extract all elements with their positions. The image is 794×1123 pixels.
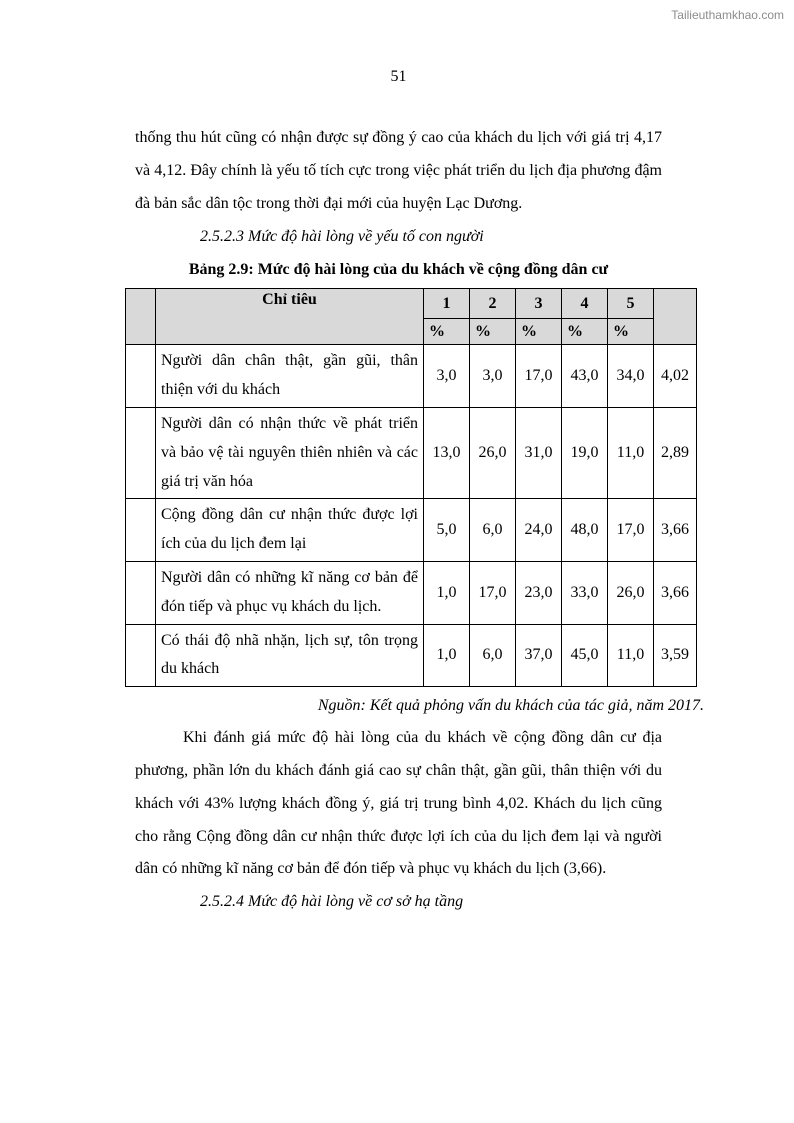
row-value: 34,0 bbox=[608, 345, 654, 408]
row-mean: 3,59 bbox=[654, 624, 697, 687]
header-mean-cell bbox=[654, 289, 697, 345]
row-value: 45,0 bbox=[562, 624, 608, 687]
table-row bbox=[126, 624, 697, 687]
row-index-cell bbox=[126, 624, 156, 687]
row-mean: 4,02 bbox=[654, 345, 697, 408]
row-value: 1,0 bbox=[424, 561, 470, 624]
header-percent-5: % bbox=[608, 319, 654, 345]
section-heading-2-5-2-4: 2.5.2.4 Mức độ hài lòng về cơ sở hạ tầng bbox=[200, 893, 464, 911]
header-index-cell bbox=[126, 289, 156, 345]
row-value: 1,0 bbox=[424, 624, 470, 687]
header-percent-2: % bbox=[470, 319, 516, 345]
row-value: 11,0 bbox=[608, 624, 654, 687]
table-title: Bảng 2.9: Mức độ hài lòng của du khách về cộng đồng dân cư bbox=[188, 260, 609, 278]
row-value: 17,0 bbox=[608, 499, 654, 562]
row-mean: 2,89 bbox=[654, 407, 697, 498]
table-row bbox=[126, 345, 697, 408]
row-value: 11,0 bbox=[608, 407, 654, 498]
row-value: 33,0 bbox=[562, 561, 608, 624]
row-value: 6,0 bbox=[470, 499, 516, 562]
row-index-cell bbox=[126, 345, 156, 408]
row-label: Người dân có nhận thức về phát triển và bảo vệ tài nguyên thiên nhiên và các giá trị văn hóa bbox=[156, 407, 424, 498]
table-row bbox=[126, 407, 697, 498]
row-index-cell bbox=[126, 561, 156, 624]
row-value: 17,0 bbox=[470, 561, 516, 624]
table-header bbox=[126, 289, 697, 345]
row-index-cell bbox=[126, 499, 156, 562]
row-mean: 3,66 bbox=[654, 499, 697, 562]
row-mean: 3,66 bbox=[654, 561, 697, 624]
header-criteria-cell: Chỉ tiêu bbox=[156, 289, 424, 345]
satisfaction-table bbox=[125, 288, 697, 687]
header-scale-5: 5 bbox=[608, 289, 654, 319]
row-value: 3,0 bbox=[424, 345, 470, 408]
header-scale-2: 2 bbox=[470, 289, 516, 319]
row-value: 26,0 bbox=[608, 561, 654, 624]
header-scale-1: 1 bbox=[424, 289, 470, 319]
row-value: 13,0 bbox=[424, 407, 470, 498]
row-label: Cộng đồng dân cư nhận thức được lợi ích của du lịch đem lại bbox=[156, 499, 424, 562]
row-label: Người dân có những kĩ năng cơ bản để đón tiếp và phục vụ khách du lịch. bbox=[156, 561, 424, 624]
row-value: 23,0 bbox=[516, 561, 562, 624]
paragraph-2: Khi đánh giá mức độ hài lòng của du khách về cộng đồng dân cư địa phương, phần lớn du khách đánh giá cao sự chân thật, gần gũi, thân thiện với du khách với 43% lượng khách đồng ý, giá trị trung bình 4,02. Khách du lịch cũng cho rằng Cộng đồng dân cư nhận thức được lợi ích của du lịch đem lại và người dân có những kĩ năng cơ bản để đón tiếp và phục vụ khách du lịch (3,66). bbox=[135, 729, 662, 878]
row-value: 43,0 bbox=[562, 345, 608, 408]
row-value: 37,0 bbox=[516, 624, 562, 687]
row-value: 31,0 bbox=[516, 407, 562, 498]
section-heading-2-5-2-3: 2.5.2.3 Mức độ hài lòng về yếu tố con người bbox=[200, 227, 484, 245]
row-value: 5,0 bbox=[424, 499, 470, 562]
watermark: Tailieuthamkhao.com bbox=[671, 8, 784, 22]
table-row bbox=[126, 561, 697, 624]
table-body bbox=[126, 345, 697, 687]
table-row bbox=[126, 499, 697, 562]
row-label: Người dân chân thật, gần gũi, thân thiện với du khách bbox=[156, 345, 424, 408]
header-scale-4: 4 bbox=[562, 289, 608, 319]
row-value: 48,0 bbox=[562, 499, 608, 562]
header-percent-4: % bbox=[562, 319, 608, 345]
paragraph-1: thống thu hút cũng có nhận được sự đồng ý cao của khách du lịch với giá trị 4,17 và 4,12. Đây chính là yếu tố tích cực trong việc phát triển du lịch địa phương đậm đà bản sắc dân tộc trong thời đại mới của huyện Lạc Dương. bbox=[135, 129, 662, 212]
table-header-row-scale bbox=[126, 289, 697, 319]
row-value: 6,0 bbox=[470, 624, 516, 687]
row-value: 26,0 bbox=[470, 407, 516, 498]
row-value: 24,0 bbox=[516, 499, 562, 562]
table-source-note: Nguồn: Kết quả phỏng vấn du khách của tác giả, năm 2017. bbox=[317, 697, 704, 715]
row-index-cell bbox=[126, 407, 156, 498]
row-label: Có thái độ nhã nhặn, lịch sự, tôn trọng du khách bbox=[156, 624, 424, 687]
row-value: 19,0 bbox=[562, 407, 608, 498]
row-value: 17,0 bbox=[516, 345, 562, 408]
header-scale-3: 3 bbox=[516, 289, 562, 319]
row-value: 3,0 bbox=[470, 345, 516, 408]
header-percent-1: % bbox=[424, 319, 470, 345]
page-number: 51 bbox=[390, 68, 407, 85]
header-percent-3: % bbox=[516, 319, 562, 345]
